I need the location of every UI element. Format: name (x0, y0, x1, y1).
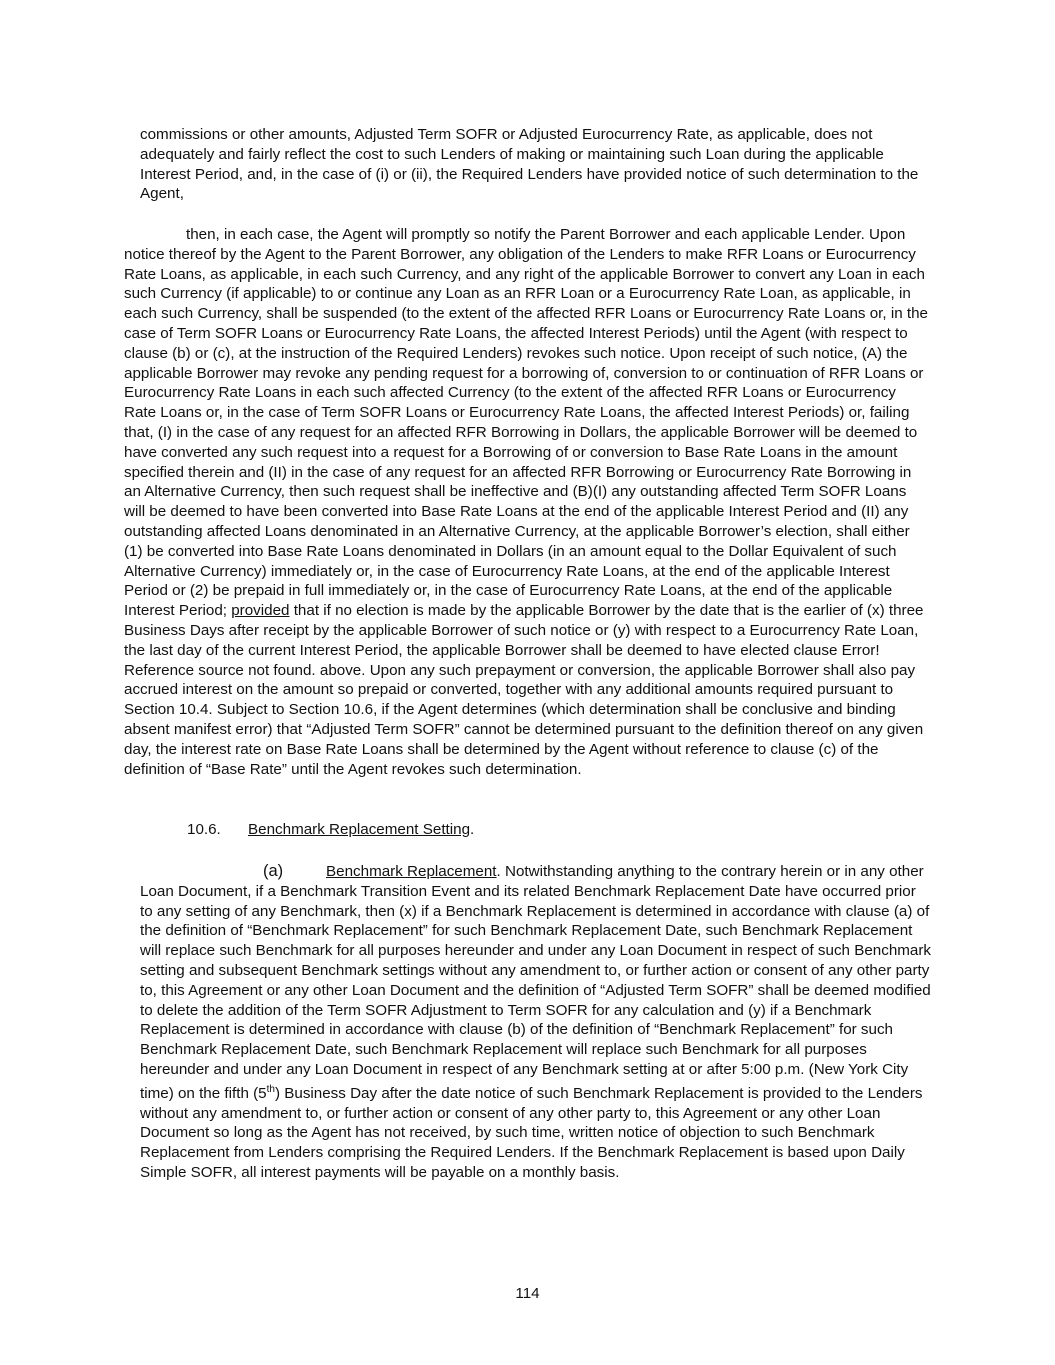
paragraph-benchmark-replacement (140, 862, 932, 1183)
paragraph-text: then, in each case, the Agent will promptly so notify the Parent Borrower and each applicable Lender. Upon notice thereof by the Agent to the Parent Borrower, any obligation of the Lenders to make RFR Loans or Eurocurrency Rate Loans, as applicable, in each such Currency, and any right of the applicable Borrower to convert any Loan in each such Currency (if applicable) to or continue any Loan as an RFR Loan or a Eurocurrency Rate Loan, as applicable, in each such Currency, shall be suspended (to the extent of the affected RFR Loans or Eurocurrency Rate Loans or, in the case of Term SOFR Loans or Eurocurrency Rate Loans, the affected Interest Periods) until the Agent (with respect to clause (b) or (c), at the instruction of the Required Lenders) revokes such notice. Upon receipt of such notice, (A) the applicable Borrower may revoke any pending request for a borrowing of, conversion to or continuation of RFR Loans or Eurocurrency Rate Loans in each such affected Currency (to the extent of the affected RFR Loans or Eurocurrency Rate Loans or, in the case of Term SOFR Loans or Eurocurrency Rate Loans, the affected Interest Periods) or, failing that, (I) in the case of any request for an affected RFR Borrowing in Dollars, the applicable Borrower will be deemed to have converted any such request into a request for a Borrowing of or conversion to Base Rate Loans in the amount specified therein and (II) in the case of any request for an affected RFR Borrowing or Eurocurrency Rate Borrowing in an Alternative Currency, then such request shall be ineffective and (B)(I) any outstanding affected Term SOFR Loans will be deemed to have been converted into Base Rate Loans at the end of the applicable Interest Period and (II) any outstanding affected Loans denominated in an Alternative Currency, at the applicable Borrower’s election, shall either (1) be converted into Base Rate Loans denominated in Dollars (in an amount equal to the Dollar Equivalent of such Alternative Currency) immediately or, in the case of Eurocurrency Rate Loans, at the end of the applicable Interest Period or (2) be prepaid in full immediately or, in the case of Eurocurrency Rate Loans, at the end of the applicable Interest Period; (124, 226, 928, 620)
section-period: . (470, 821, 475, 838)
section-title: Benchmark Replacement Setting (248, 821, 471, 838)
paragraph-continuation: commissions or other amounts, Adjusted Term SOFR or Adjusted Eurocurrency Rate, as applicable, does not adequately and fairly reflect the cost to such Lenders of making or maintaining such Loan during the applicable Interest Period, and, in the case of (i) or (ii), the Required Lenders have provided notice of such determination to the Agent, (140, 126, 919, 203)
paragraph-text: ) Business Day after the date notice of such Benchmark Replacement is provided to the Lenders without any amendment to, or further action or consent of any other party to, this Agreement or any other Loan Document so long as the Agent has not received, by such time, written notice of objection to such Benchmark Replacement from Lenders comprising the Required Lenders. If the Benchmark Replacement is based upon Daily Simple SOFR, all interest payments will be payable on a monthly basis. (140, 1084, 923, 1182)
provided-term: provided (231, 602, 290, 620)
paragraph-text: that if no election is made by the applicable Borrower by the date that is the earlier of (x) three Business Days after receipt by the applicable Borrower of such notice or (y) with respect to a Eurocurrency Rate Loan, the last day of the current Interest Period, the applicable Borrower shall be deemed to have elected clause Error! Reference source not found. above. Upon any such prepayment or conversion, the applicable Borrower shall also pay accrued interest on the amount so prepaid or converted, together with any additional amounts required pursuant to Section 10.4. Subject to Section 10.6, if the Agent determines (which determination shall be conclusive and binding absent manifest error) that “Adjusted Term SOFR” cannot be determined pursuant to the definition thereof on any given day, the interest rate on Base Rate Loans shall be determined by the Agent without reference to clause (c) of the definition of “Base Rate” until the Agent revokes such determination. (124, 602, 924, 778)
subsection-title: Benchmark Replacement (326, 863, 497, 880)
superscript-th: th (266, 1083, 275, 1095)
page-number: 114 (515, 1285, 540, 1302)
paragraph-agent-notice (124, 225, 930, 779)
subsection-label: (a) (263, 862, 284, 880)
section-number: 10.6. (187, 821, 221, 838)
section-heading (187, 820, 887, 840)
paragraph-text: . Notwithstanding anything to the contrary herein or in any other Loan Document, if a Benchmark Transition Event and its related Benchmark Replacement Date have occurred prior to any setting of any Benchmark, then (x) if a Benchmark Replacement is determined in accordance with clause (a) of the definition of “Benchmark Replacement” for such Benchmark Replacement Date, such Benchmark Replacement will replace such Benchmark for all purposes hereunder and under any Loan Document in respect of such Benchmark setting and subsequent Benchmark settings without any amendment to, or further action or consent of any other party to, this Agreement or any other Loan Document and the definition of “Adjusted Term SOFR” shall be deemed modified to delete the addition of the Term SOFR Adjustment to Term SOFR for any calculation and (y) if a Benchmark Replacement is determined in accordance with clause (b) of the definition of “Benchmark Replacement” for such Benchmark Replacement Date, such Benchmark Replacement will replace such Benchmark for all purposes hereunder and under any Loan Document in respect of any Benchmark setting at or after 5:00 p.m. (New York City time) on the fifth (5 (140, 863, 932, 1102)
